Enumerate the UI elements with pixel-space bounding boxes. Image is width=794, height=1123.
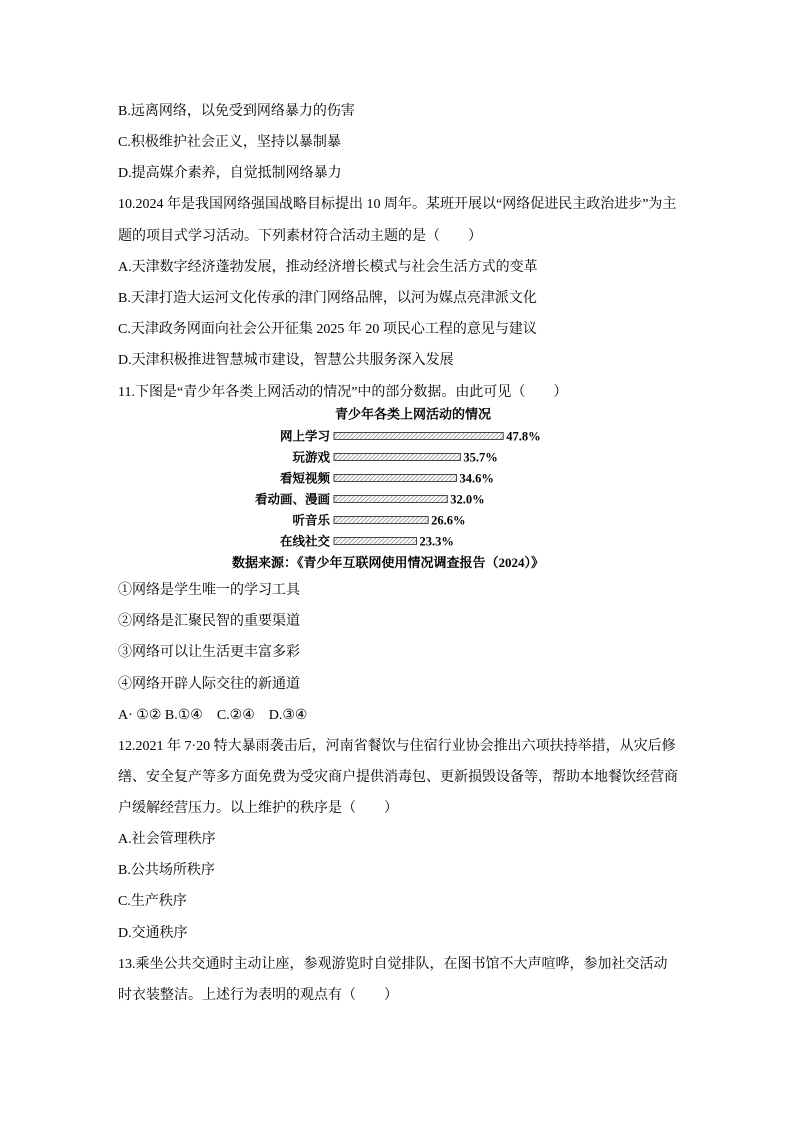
- q10-stem-line-1: 10.2024 年是我国网络强国战略目标提出 10 周年。某班开展以“网络促进民主政治进步”为主: [118, 197, 677, 212]
- q11-stem: 11.下图是“青少年各类上网活动的情况”中的部分数据。由此可见（ ）: [118, 385, 568, 400]
- q12-option-d: D.交通秩序: [118, 926, 188, 941]
- value-label: 47.8%: [506, 429, 541, 444]
- value-label: 32.0%: [450, 492, 485, 507]
- q12-option-a: A.社会管理秩序: [118, 832, 216, 847]
- value-label: 35.7%: [463, 450, 498, 465]
- q9-option-b: B.远离网络，以免受到网络暴力的伤害: [118, 104, 355, 119]
- chart-rows: [255, 429, 541, 549]
- chart-bar: [334, 433, 503, 440]
- activity-bar-chart: [0, 400, 794, 550]
- category-label: 看动画、漫画: [254, 492, 330, 507]
- chart-title: 青少年各类上网活动的情况: [334, 406, 492, 422]
- q11-statement-4: ④网络开辟人际交往的新通道: [118, 677, 300, 692]
- q11-statement-3: ③网络可以让生活更丰富多彩: [118, 645, 300, 660]
- category-label: 听音乐: [292, 513, 330, 528]
- category-label: 玩游戏: [292, 450, 330, 465]
- chart-bar: [334, 496, 447, 503]
- q10-option-b: B.天津打造大运河文化传承的津门网络品牌，以河为媒点亮津派文化: [118, 291, 537, 306]
- category-label: 网上学习: [279, 429, 330, 444]
- q10-option-a: A.天津数字经济蓬勃发展，推动经济增长模式与社会生活方式的变革: [118, 260, 538, 275]
- q12-stem-line-1: 12.2021 年 7·20 特大暴雨袭击后，河南省餐饮与住宿行业协会推出六项扶持举措，从灾后修: [118, 739, 676, 754]
- q9-option-d: D.提高媒介素养，自觉抵制网络暴力: [118, 166, 342, 181]
- q12-stem-line-2: 缮、安全复产等多方面免费为受灾商户提供消毒包、更新损毁设备等，帮助本地餐饮经营商: [118, 770, 678, 785]
- chart-bar: [334, 475, 456, 482]
- value-label: 26.6%: [431, 513, 466, 528]
- q11-statement-2: ②网络是汇聚民智的重要渠道: [118, 614, 300, 629]
- category-label: 看短视频: [279, 471, 330, 486]
- value-label: 34.6%: [459, 471, 494, 486]
- q10-stem-line-2: 题的项目式学习活动。下列素材符合活动主题的是（ ）: [118, 229, 482, 244]
- q12-stem-line-3: 户缓解经营压力。以上维护的秩序是（ ）: [118, 801, 398, 816]
- q13-stem-line-1: 13.乘坐公共交通时主动让座，参观游览时自觉排队，在图书馆不大声喧哗，参加社交活动: [118, 957, 668, 972]
- q12-option-b: B.公共场所秩序: [118, 863, 215, 878]
- q9-option-c: C.积极维护社会正义，坚持以暴制暴: [118, 135, 341, 150]
- chart-bar: [334, 517, 428, 524]
- chart-bar: [334, 538, 416, 545]
- q10-option-d: D.天津积极推进智慧城市建设，智慧公共服务深入发展: [118, 353, 454, 368]
- q10-option-c: C.天津政务网面向社会公开征集 2025 年 20 项民心工程的意见与建议: [118, 322, 537, 337]
- chart-bar: [334, 454, 460, 461]
- q12-option-c: C.生产秩序: [118, 894, 187, 909]
- q13-stem-line-2: 时衣装整洁。上述行为表明的观点有（ ）: [118, 988, 398, 1003]
- q11-choices: A· ①② B.①④ C.②④ D.③④: [118, 708, 308, 723]
- q11-statement-1: ①网络是学生唯一的学习工具: [118, 583, 300, 598]
- value-label: 23.3%: [419, 534, 454, 549]
- chart-source: 数据来源：《青少年互联网使用情况调查报告（2024）》: [232, 555, 545, 570]
- category-label: 在线社交: [279, 534, 330, 549]
